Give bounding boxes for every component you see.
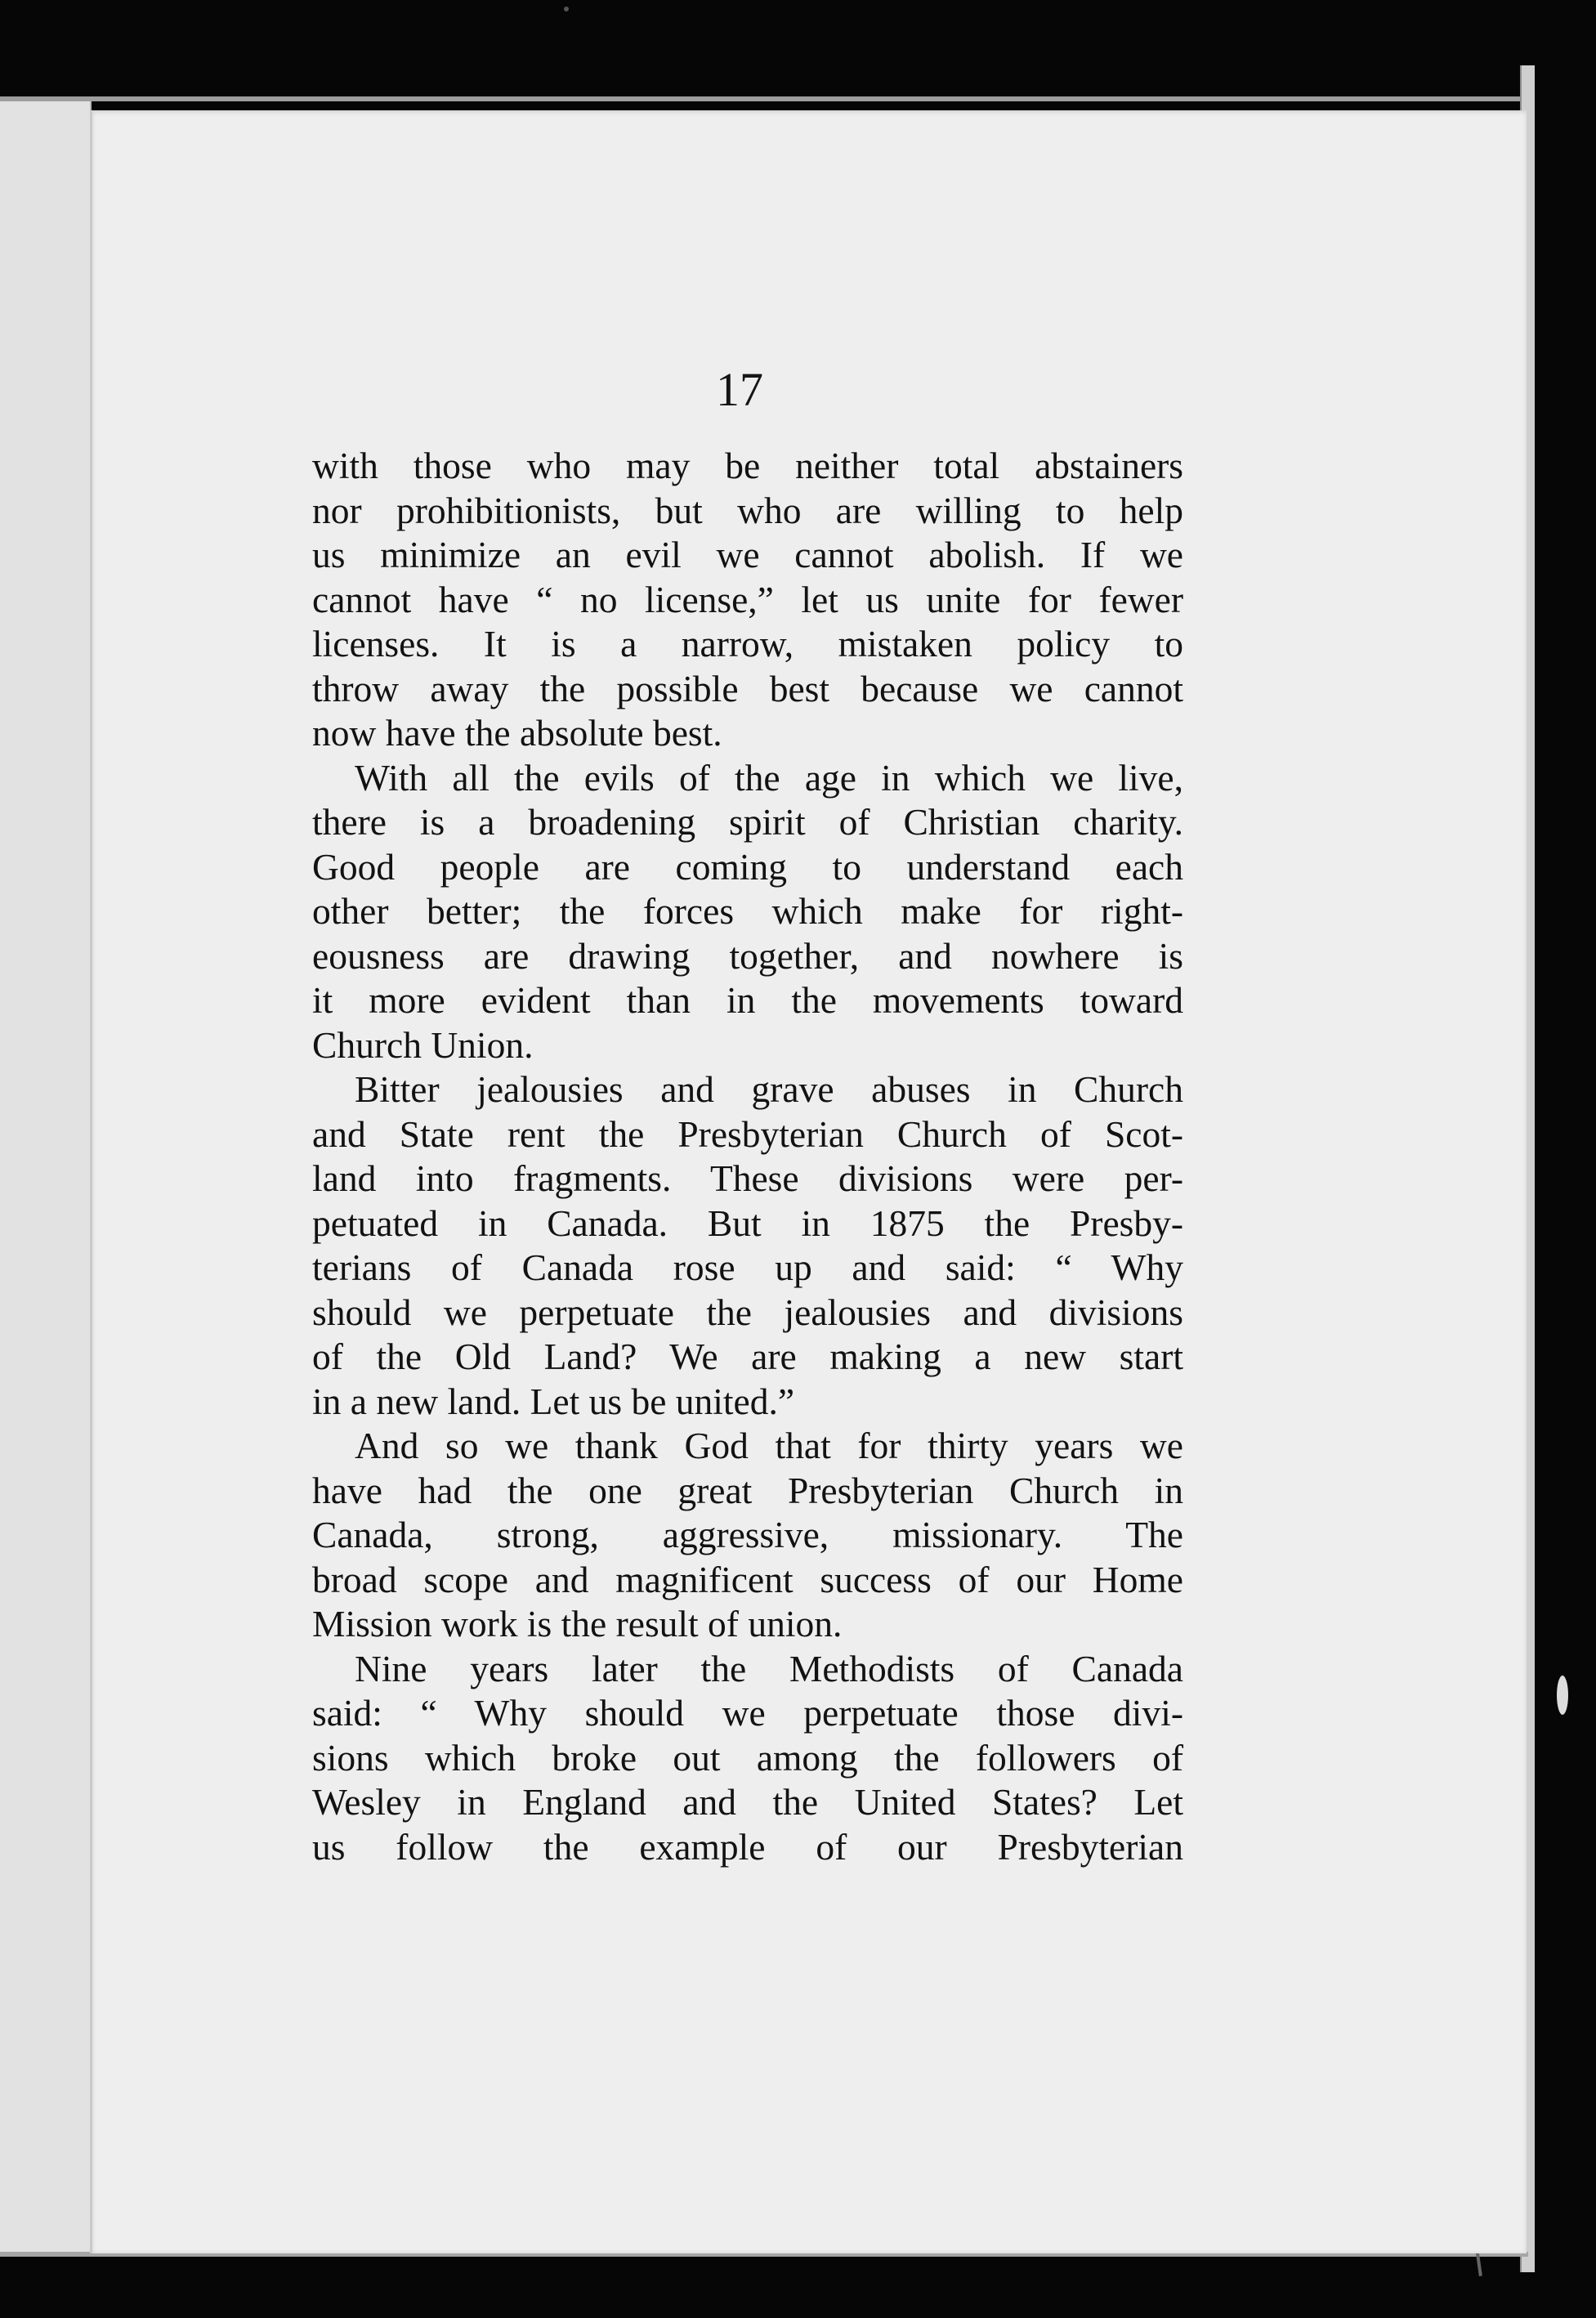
text-line: terians of Canada rose up and said: “ Why (312, 1246, 1183, 1288)
page-number: 17 (716, 363, 763, 416)
text-line: throw away the possible best because we cannot (312, 667, 1183, 709)
text-line: now have the absolute best. (312, 712, 722, 754)
top-page-edge (0, 96, 1528, 101)
scan-speck (1557, 1676, 1568, 1715)
text-line: Wesley in England and the United States? Let (312, 1781, 1183, 1823)
text-line: Church Union. (312, 1023, 534, 1066)
text-line: other better; the forces which make for right- (312, 890, 1183, 932)
text-line: us follow the example of our Presbyterian (312, 1825, 1183, 1868)
text-line: And so we thank God that for thirty years we (355, 1425, 1183, 1466)
text-line: broad scope and magnificent success of our Home (312, 1558, 1183, 1600)
text-line: petuated in Canada. But in 1875 the Presby- (312, 1202, 1183, 1244)
text-line: us minimize an evil we cannot abolish. If we (312, 534, 1183, 575)
text-line: eousness are drawing together, and nowhere is (312, 934, 1183, 977)
text-line: cannot have “ no license,” let us unite for fewer (312, 578, 1183, 620)
text-line: of the Old Land? We are making a new start (312, 1336, 1183, 1377)
text-line: With all the evils of the age in which we live, (355, 756, 1183, 799)
text-line: Good people are coming to understand each (312, 845, 1183, 888)
text-line: Mission work is the result of union. (312, 1603, 843, 1645)
text-line: in a new land. Let us be united.” (312, 1380, 795, 1422)
scan-speck (564, 7, 569, 11)
adjacent-page-edge (0, 98, 92, 2256)
text-line: there is a broadening spirit of Christian charity. (312, 801, 1183, 843)
text-line: it more evident than in the movements toward (312, 979, 1183, 1021)
text-line: Canada, strong, aggressive, missionary. The (312, 1514, 1183, 1555)
text-line: said: “ Why should we perpetuate those divi- (312, 1692, 1183, 1734)
text-line: and State rent the Presbyterian Church of Scot- (312, 1112, 1183, 1155)
text-line: Bitter jealousies and grave abuses in Church (355, 1068, 1183, 1110)
text-line: with those who may be neither total abstainers (312, 445, 1183, 486)
text-line: licenses. It is a narrow, mistaken policy to (312, 623, 1183, 665)
text-line: Nine years later the Methodists of Canada (355, 1647, 1183, 1689)
body-text (312, 444, 1183, 1869)
text-line: have had the one great Presbyterian Church in (312, 1469, 1183, 1511)
text-line: should we perpetuate the jealousies and divisions (312, 1291, 1183, 1333)
text-line: nor prohibitionists, but who are willing to help (312, 489, 1183, 531)
text-line: sions which broke out among the followers of (312, 1736, 1183, 1779)
text-line: land into fragments. These divisions were per- (312, 1157, 1183, 1199)
